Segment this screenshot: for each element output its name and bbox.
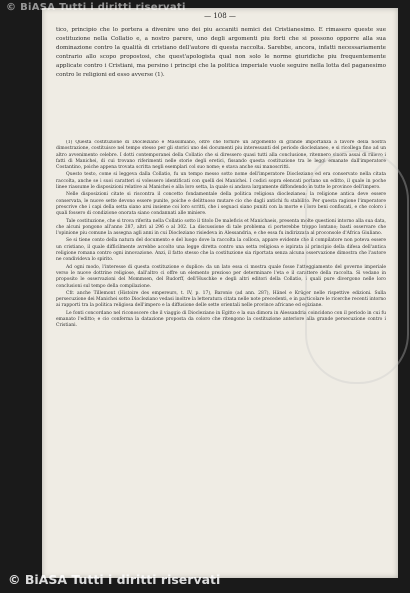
footnote-paragraph: Se si tiene conto della natura del documento e del luogo dove la raccolta la colloca, appare evidente che il compilatore non poteva essere un cristiano, il quale difficilmente avrebbe accolto una legge diretta contro una setta religiosa e ispirata al principio della difesa dell'antica religione romana contro ogni innovazione. Anzi, il fatto stesso che la costituzione sia riportata senza alcuna osservazione dimostra che l'autore ne condivideva lo spirito.: [56, 238, 386, 263]
page-number: — 108 —: [204, 12, 236, 20]
watermark-bottom: © BiASA Tutti i diritti riservati: [8, 572, 221, 587]
footnote-paragraph: (1) Questa costituzione di Diocleziano e Massimiano, oltre che fornire un argomento di grande importanza a favore della nostra dimostrazione, costituisce nel tempo stesso per gli storici uno dei documenti piu interessanti del periodo dioclezianeo, e si ricollega fino ad un altro avvenimento celebre. I dotti contemporanei della Collatio che si diressero quasi tutti alla conclusione, ritennero sinora assai di rilievo i fatti di Manichei, di cui trovano riferimenti nelle storie degli eretici, fissando questa costituzione tra le leggi emanate dall'imperatore Costantino, poiche appena trovata scritta negli esemplari col suo nome; e stava anche sui manoscritti.: [56, 140, 386, 171]
footnote-paragraph: Le fonti concordano nel riconoscere che il viaggio di Diocleziano in Egitto e la sua dimora in Alessandria coincidono con il periodo in cui fu emanato l'editto; e cio conferma la datazione proposta da coloro che ritengono la costituzione anteriore alla grande persecuzione contro i Cristiani.: [56, 310, 386, 329]
footnote-paragraph: Nelle disposizioni citate si riscontra il concetto fondamentale della politica religiosa dioclezianea: la religione antica deve essere conservata, le nuove sette devono essere punite, poiche e delittuoso mutare cio che dagli antichi fu stabilito. Per questa ragione l'imperatore prescrive che i capi della setta siano arsi insieme coi loro scritti, che i seguaci siano puniti con la morte e i loro beni confiscati, e che coloro i quali fossero di condizione onorata siano condannati alle miniere.: [56, 192, 386, 217]
footnote-paragraph: Cfr. anche Tillemont (Histoire des empereurs, t. IV, p. 17), Baronio (ad ann. 287), Hänel e Krüger nelle rispettive edizioni. Sulla persecuzione dei Manichei sotto Diocleziano vedasi inoltre la letteratura citata nelle note precedenti, e in particolare le ricerche recenti intorno ai rapporti tra la politica religiosa dell'impero e la diffusione delle sette orientali nelle province africane ed egiziane.: [56, 290, 386, 309]
footnote-paragraph: Tale costituzione, che si trova riferita nella Collatio sotto il titolo De maleficis et Manichaeis, presenta molte questioni intorno alla sua data, che alcuni pongono all'anno 287, altri al 296 o al 302. La discussione di tale problema ci porterebbe troppo lontano; basti osservare che l'opinione piu comune la assegna agli anni in cui Diocleziano risiedeva in Alessandria, e che essa fu indirizzata al proconsole d'Africa Giuliano.: [56, 218, 386, 237]
footnote-paragraph: Ad ogni modo, l'interesse di questa costituzione e duplice: da un lato essa ci mostra quale fosse l'atteggiamento del governo imperiale verso le nuove dottrine religiose, dall'altro ci offre un elemento prezioso per determinare l'eta e il carattere della raccolta. Si vedano in proposito le osservazioni del Mommsen, del Rudorff, dell'Huschke e degli altri editori della Collatio, i quali pure divergono nelle loro conclusioni sul tempo della compilazione.: [56, 264, 386, 289]
document-page: [42, 8, 398, 578]
footnotes: [56, 140, 386, 570]
watermark-top: © BiASA Tutti i diritti riservati: [6, 2, 186, 13]
footnote-paragraph: Questo testo, come si leggeva dalla Collatio, fu un tempo messo sotto nome dell'imperatore Diocleziano ed era conservato nella citata raccolta, anche se i suoi caratteri si volessero identificati con quelli dei Manichei. I codici sopra elencati portano un editto, il quale in poche linee riassume le disposizioni relative ai Manichei e alla loro setta, la quale si andava largamente diffondendo in tutte le province dell'impero.: [56, 172, 386, 191]
body-paragraph: tico, principio che lo portera a divenire uno dei piu accaniti nemici dei Cristianesimo. E rimasero queste sue costituzione nella Collatio e, a nostro parere, uno degli argomenti piu forti che si possono opporre alla sua dominazione contro la qualità di cristiano dell'autore di questa raccolta. Sarebbe, ancora, infatti necessariamente contrario allo scopo propostosi, che quest'apologista qual non solo le norme giuridiche piu frequentemente applicate contro i Cristiani, ma persino i principi che la politica imperiale vuole seguire nella lotta del paganesimo contro le religioni ed esso avverse (1).: [56, 27, 386, 78]
